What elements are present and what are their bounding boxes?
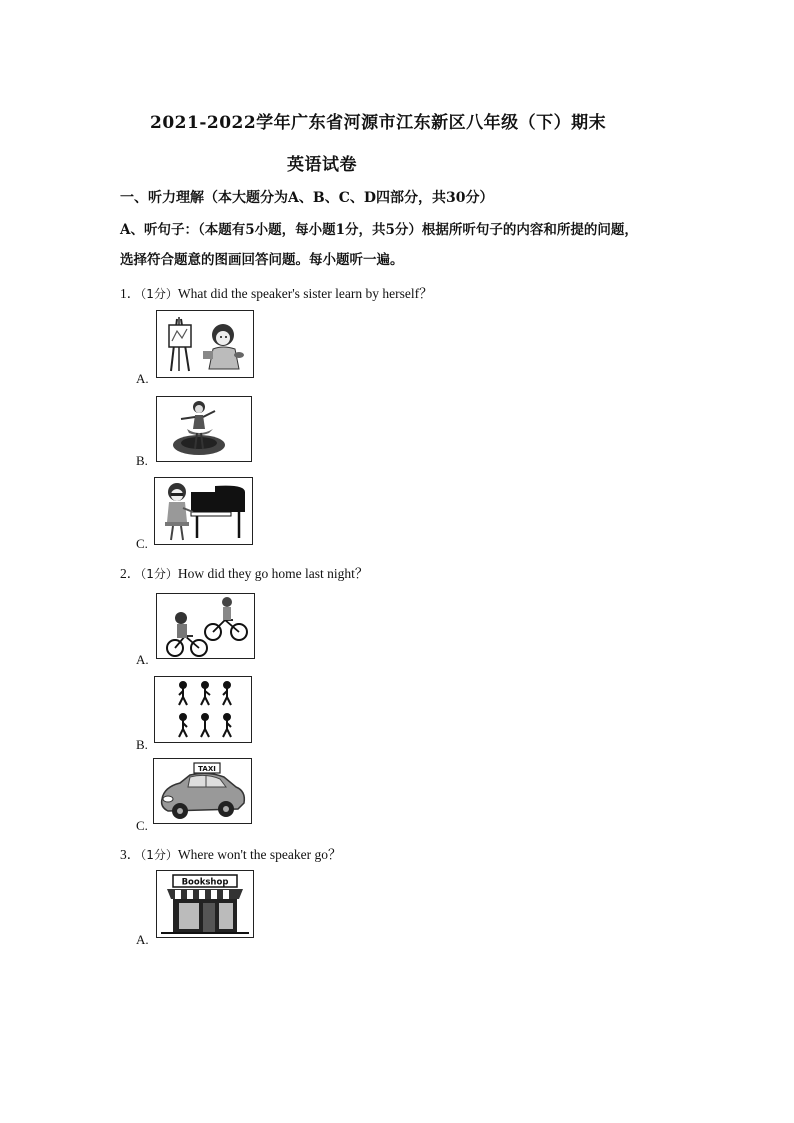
option-label: A.: [136, 652, 149, 667]
exam-title-line1: 2021-2022学年广东省河源市江东新区八年级（下）期末: [150, 113, 607, 133]
part-a-instruction-line2: 选择符合题意的图画回答问题。每小题听一遍。: [120, 252, 404, 268]
question-score: （1分）: [140, 287, 178, 301]
question-score: （1分）: [140, 848, 178, 862]
bookshop-icon[interactable]: [156, 870, 254, 938]
option-label: B.: [136, 737, 148, 752]
question-number: 3．: [120, 847, 141, 862]
question-text: How did they go home last night？: [177, 566, 369, 581]
part-a-instruction-line1: A、听句子：（本题有5小题，每小题1分，共5分）根据所听句子的内容和所提的问题，: [120, 222, 638, 238]
question-2: [120, 562, 368, 582]
option-label: A.: [136, 932, 149, 947]
question-number: 2．: [120, 566, 141, 581]
exam-title-line2: 英语试卷: [287, 155, 357, 175]
option-label: C.: [136, 818, 148, 833]
question-number: 1．: [120, 286, 141, 301]
option-label: B.: [136, 453, 148, 468]
question-text: Where won't the speaker go？: [177, 847, 342, 862]
piano-player-icon[interactable]: [154, 477, 253, 545]
bookshop-sign-text: Bookshop: [181, 877, 229, 888]
question-score: （1分）: [140, 567, 178, 581]
bikes-icon[interactable]: [156, 593, 255, 659]
option-label: A.: [136, 371, 149, 386]
taxi-icon[interactable]: [153, 758, 252, 824]
walking-people-icon[interactable]: [154, 676, 252, 743]
question-1: [120, 282, 433, 302]
option-label: C.: [136, 536, 148, 551]
question-text: What did the speaker's sister learn by herself？: [177, 286, 433, 301]
ballet-dancer-icon[interactable]: [156, 396, 252, 462]
section-heading: 一、听力理解（本大题分为A、B、C、D四部分，共30分）: [120, 190, 494, 206]
girl-painting-icon[interactable]: [156, 310, 254, 378]
taxi-sign-text: TAXI: [198, 765, 216, 773]
question-3: [120, 843, 342, 863]
